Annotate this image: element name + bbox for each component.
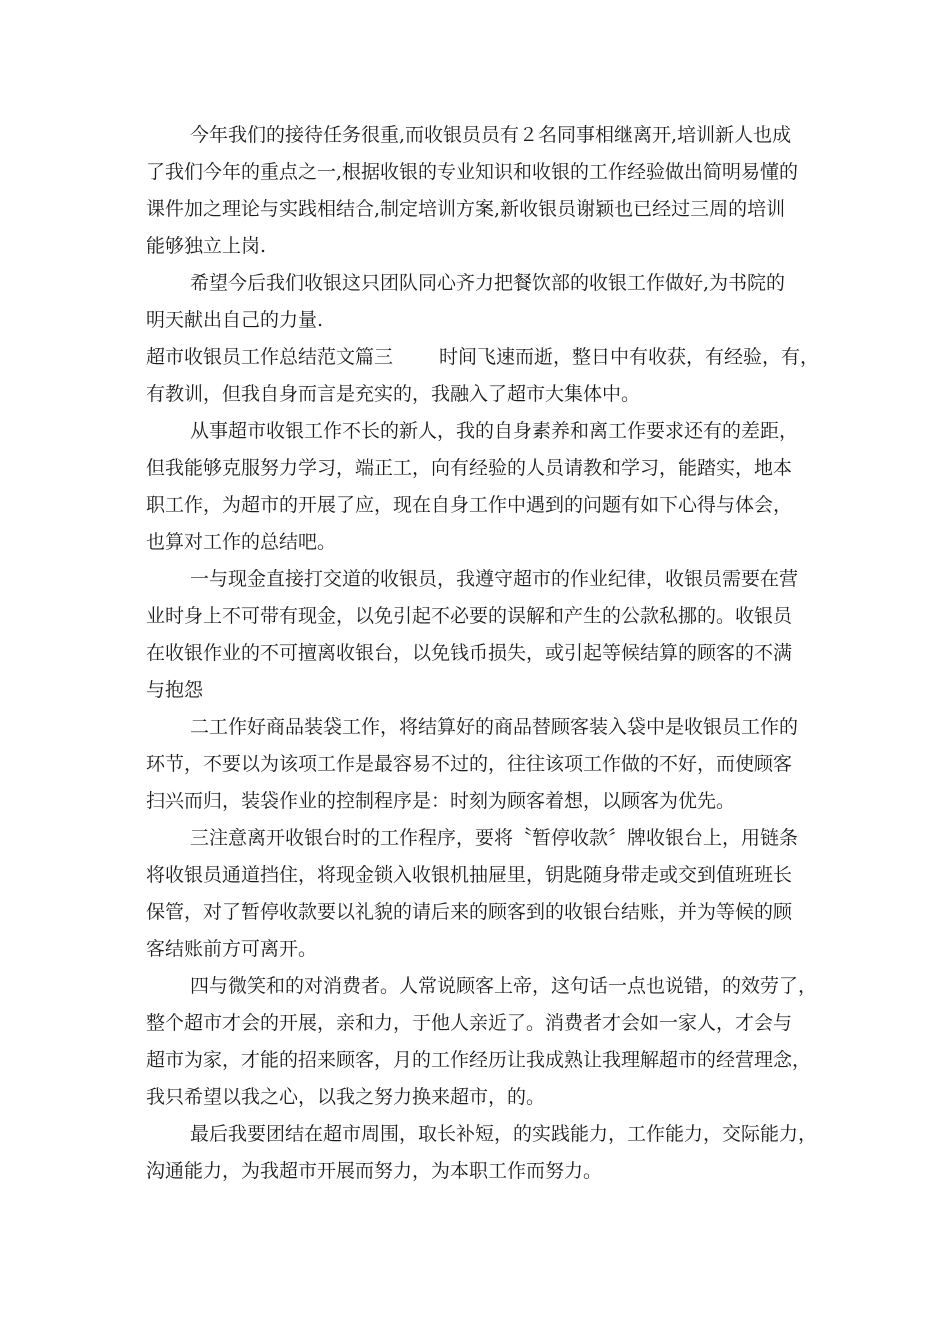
text-line: [146, 345, 819, 369]
text-line: 也算对工作的总结吧。: [146, 531, 337, 553]
text-line: 今年我们的接待任务很重,而收银员员有２名同事相继离开,培训新人也成: [190, 124, 792, 146]
text-line: 与抱怨: [146, 679, 204, 701]
text-fragment: 时间飞速而逝，整日中有收获，有经验，有，: [439, 346, 820, 368]
text-line: 明天献出自己的力量.: [146, 309, 324, 331]
text-line: 沟通能力，为我超市开展而努力，为本职工作而努力。: [146, 1160, 603, 1182]
text-line: 环节，不要以为该项工作是最容易不过的，往往该项工作做的不好，而使顾客: [146, 753, 793, 775]
text-line: 我只希望以我之心，以我之努力换来超市，的。: [146, 1086, 546, 1108]
text-line: 业时身上不可带有现金，以免引起不必要的误解和产生的公款私挪的。收银员: [146, 605, 793, 627]
text-line: 超市为家，才能的招来顾客，月的工作经历让我成熟让我理解超市的经营理念，: [146, 1049, 812, 1071]
text-line: 在收银作业的不可擅离收银台，以免钱币损失，或引起等候结算的顾客的不满: [146, 642, 793, 664]
text-line: 职工作，为超市的开展了应，现在自身工作中遇到的问题有如下心得与体会，: [146, 494, 793, 516]
text-line: 能够独立上岗.: [146, 235, 267, 257]
text-line: 课件加之理论与实践相结合,制定培训方案,新收银员谢颖也已经过三周的培训: [146, 198, 786, 220]
text-line: 整个超市才会的开展，亲和力，于他人亲近了。消费者才会如一家人，才会与: [146, 1012, 793, 1034]
text-line: 将收银员通道挡住，将现金锁入收银机抽屉里，钥匙随身带走或交到值班班长: [146, 864, 793, 886]
section-heading: 超市收银员工作总结范文篇三: [146, 346, 394, 368]
text-line: 希望今后我们收银这只团队同心齐力把餐饮部的收银工作做好,为书院的: [190, 272, 786, 294]
text-line: 有教训，但我自身而言是充实的，我融入了超市大集体中。: [146, 383, 641, 405]
text-line: 一与现金直接打交道的收银员，我遵守超市的作业纪律，收银员需要在营: [190, 568, 799, 590]
text-line: 最后我要团结在超市周围，取长补短，的实践能力，工作能力，交际能力，: [190, 1123, 818, 1145]
text-line: 扫兴而归，装袋作业的控制程序是：时刻为顾客着想，以顾客为优先。: [146, 790, 736, 812]
text-line: 保管，对了暂停收款要以礼貌的请后来的顾客到的收银台结账，并为等候的顾: [146, 901, 793, 923]
text-line: 三注意离开收银台时的工作程序，要将〝暂停收款〞牌收银台上，用链条: [190, 827, 799, 849]
text-line: 但我能够克服努力学习，端正工，向有经验的人员请教和学习，能踏实，地本: [146, 457, 793, 479]
text-line: 客结账前方可离开。: [146, 938, 318, 960]
text-line: 二工作好商品装袋工作，将结算好的商品替顾客装入袋中是收银员工作的: [190, 716, 799, 738]
text-line: 了我们今年的重点之一,根据收银的专业知识和收银的工作经验做出简明易懂的: [146, 161, 799, 183]
text-line: 四与微笑和的对消费者。人常说顾客上帝，这句话一点也说错，的效劳了，: [190, 975, 818, 997]
text-line: 从事超市收银工作不长的新人，我的自身素养和离工作要求还有的差距，: [190, 420, 799, 442]
